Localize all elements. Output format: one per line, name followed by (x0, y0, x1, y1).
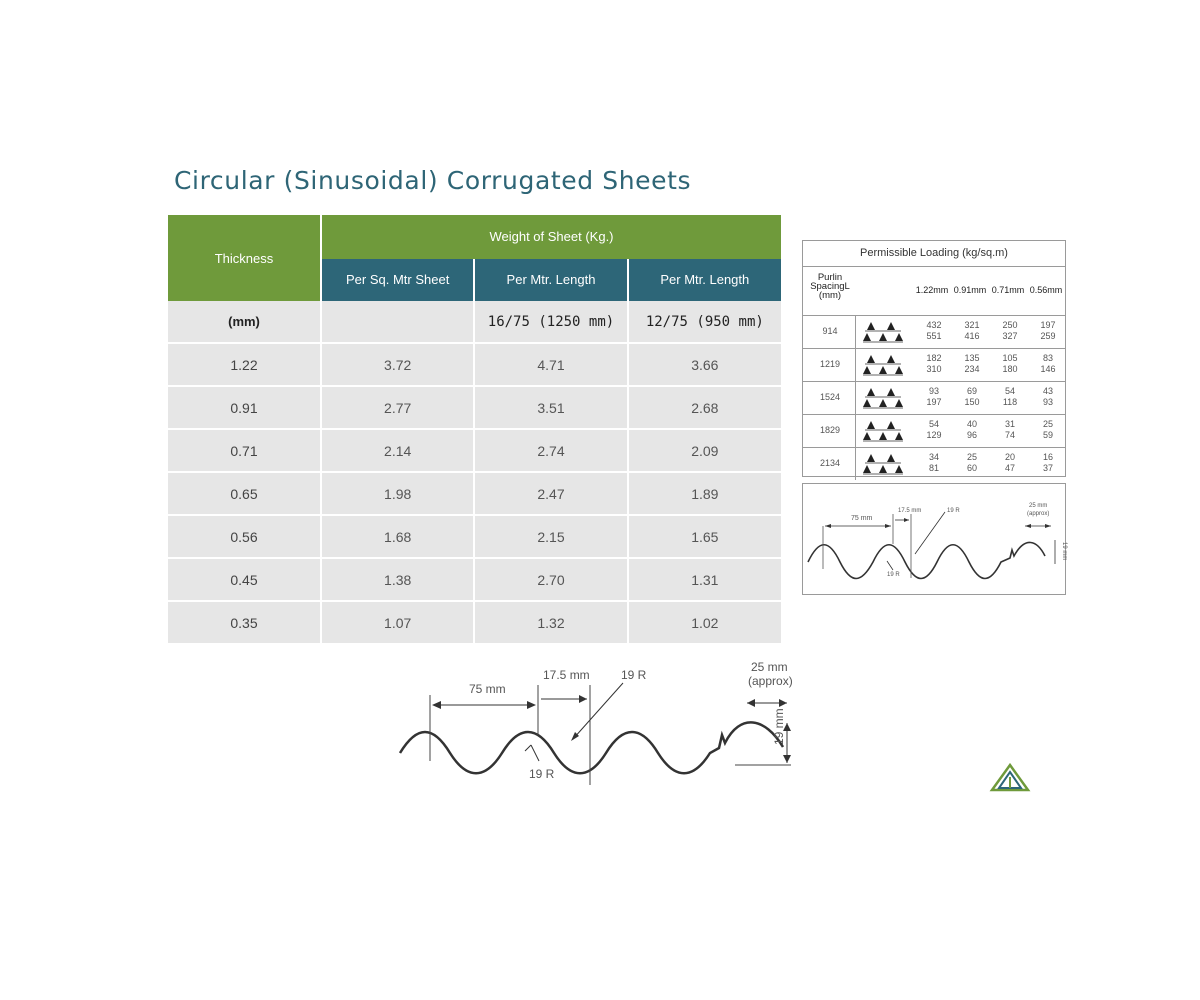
load-top-value: 105 (1002, 353, 1018, 363)
table-cell: 1.38 (321, 558, 474, 601)
load-bottom-value: 234 (964, 364, 980, 374)
table-cell: 2.70 (474, 558, 627, 601)
load-top-value: 34 (928, 452, 939, 462)
table-cell: (mm) (168, 301, 321, 343)
loading-value (991, 386, 1029, 408)
table-cell: 4.71 (474, 343, 627, 386)
purlin-spacing: 2134 (819, 458, 841, 468)
sub-header-length-1: Per Mtr. Length (474, 259, 627, 302)
table-cell: 2.74 (474, 429, 627, 472)
load-bottom-value: 259 (1040, 331, 1056, 341)
triangle-load-icon (861, 353, 905, 379)
loading-values (915, 386, 1067, 408)
purlin-header (807, 273, 853, 300)
table-cell: 0.56 (168, 515, 321, 558)
table-cell: 2.15 (474, 515, 627, 558)
loading-value (953, 386, 991, 408)
table-row (168, 343, 781, 386)
loading-row (803, 349, 1065, 382)
radius-top-label: 19 R (621, 668, 647, 682)
load-top-value: 432 (926, 320, 942, 330)
load-top-value: 43 (1042, 386, 1053, 396)
table-cell: 1.31 (628, 558, 781, 601)
loading-value (1029, 419, 1067, 441)
table-cell: 0.65 (168, 472, 321, 515)
loading-value (991, 419, 1029, 441)
load-bottom-value: 150 (964, 397, 980, 407)
table-cell: 3.72 (321, 343, 474, 386)
table-cell (321, 301, 474, 343)
triangle-load-icon (861, 320, 905, 346)
width-label-1: 25 mm (751, 660, 788, 674)
load-bottom-value: 60 (966, 463, 977, 473)
load-top-value: 25 (966, 452, 977, 462)
purlin-spacing: 1829 (819, 425, 841, 435)
small-pitch-label: 75 mm (851, 515, 873, 522)
load-bottom-value: 81 (928, 463, 939, 473)
load-bottom-value: 118 (1002, 397, 1018, 407)
thickness-columns (913, 285, 1065, 295)
load-top-value: 321 (964, 320, 980, 330)
load-bottom-value: 180 (1002, 364, 1018, 374)
logo-icon (988, 762, 1032, 797)
triangle-load-icon (861, 386, 905, 412)
load-bottom-value: 37 (1042, 463, 1053, 473)
loading-row (803, 316, 1065, 349)
loading-values (915, 419, 1067, 441)
load-bottom-value: 197 (926, 397, 942, 407)
small-width-label-2: (approx) (1027, 511, 1050, 517)
loading-value (953, 419, 991, 441)
loading-value (915, 452, 953, 474)
table-cell: 12/75 (950 mm) (628, 301, 781, 343)
load-top-value: 250 (1002, 320, 1018, 330)
loading-value (915, 353, 953, 375)
table-cell: 1.02 (628, 601, 781, 644)
radius-bottom-label: 19 R (529, 767, 555, 781)
load-top-value: 31 (1004, 419, 1015, 429)
purlin-spacing: 914 (822, 326, 838, 336)
loading-values (915, 452, 1067, 474)
load-top-value: 197 (1040, 320, 1056, 330)
small-radius-top: 19 R (947, 508, 960, 514)
table-cell: 0.45 (168, 558, 321, 601)
load-bottom-value: 93 (1042, 397, 1053, 407)
pitch-label: 75 mm (469, 682, 506, 696)
load-top-value: 20 (1004, 452, 1015, 462)
half-pitch-label: 17.5 mm (543, 668, 590, 682)
purlin-spacing: 1524 (819, 392, 841, 402)
thickness-header: Thickness (168, 215, 321, 301)
table-cell: 1.98 (321, 472, 474, 515)
load-bottom-value: 47 (1004, 463, 1015, 473)
purlin-spacing: 1219 (819, 359, 841, 369)
page-title: Circular (Sinusoidal) Corrugated Sheets (174, 166, 692, 195)
loading-row (803, 448, 1065, 480)
table-row (168, 558, 781, 601)
load-top-value: 54 (928, 419, 939, 429)
table-row (168, 515, 781, 558)
triangle-load-icon (861, 452, 905, 478)
load-bottom-value: 327 (1002, 331, 1018, 341)
table-cell: 2.77 (321, 386, 474, 429)
sub-header-sqm: Per Sq. Mtr Sheet (321, 259, 474, 302)
load-top-value: 40 (966, 419, 977, 429)
table-cell: 3.66 (628, 343, 781, 386)
load-bottom-value: 129 (926, 430, 942, 440)
table-cell: 1.65 (628, 515, 781, 558)
loading-row (803, 382, 1065, 415)
loading-value (953, 320, 991, 342)
units-row (168, 301, 781, 343)
load-top-value: 135 (964, 353, 980, 363)
load-bottom-value: 310 (926, 364, 942, 374)
column-header: 1.22mm (915, 285, 949, 295)
loading-values (915, 320, 1067, 342)
small-profile-diagram (802, 483, 1066, 595)
triangle-load-icon (861, 419, 905, 445)
load-top-value: 54 (1004, 386, 1015, 396)
column-header: 0.91mm (953, 285, 987, 295)
load-bottom-value: 416 (964, 331, 980, 341)
small-wave-path (808, 542, 1045, 578)
table-cell: 16/75 (1250 mm) (474, 301, 627, 343)
load-bottom-value: 551 (926, 331, 942, 341)
table-cell: 2.47 (474, 472, 627, 515)
purlin-label-3: (mm) (818, 290, 842, 301)
loading-value (953, 452, 991, 474)
large-wave-path (400, 722, 783, 773)
loading-value (1029, 386, 1067, 408)
loading-row (803, 415, 1065, 448)
small-half-label: 17.5 mm (898, 508, 922, 514)
column-header: 0.71mm (991, 285, 1025, 295)
loading-value (1029, 353, 1067, 375)
table-cell: 2.09 (628, 429, 781, 472)
loading-value (991, 320, 1029, 342)
table-cell: 1.32 (474, 601, 627, 644)
loading-value (953, 353, 991, 375)
table-cell: 0.91 (168, 386, 321, 429)
table-row (168, 386, 781, 429)
table-cell: 1.68 (321, 515, 474, 558)
small-radius-bottom: 19 R (887, 572, 900, 578)
load-top-value: 25 (1042, 419, 1053, 429)
load-bottom-value: 96 (966, 430, 977, 440)
table-cell: 2.68 (628, 386, 781, 429)
loading-values (915, 353, 1067, 375)
purlin-label-2: SpacingL (810, 281, 850, 292)
small-width-label-1: 25 mm (1029, 503, 1048, 509)
depth-label: 19 mm (772, 708, 786, 745)
loading-value (915, 419, 953, 441)
weight-header: Weight of Sheet (Kg.) (321, 215, 781, 259)
load-top-value: 69 (966, 386, 977, 396)
loading-table (802, 240, 1066, 477)
loading-value (915, 320, 953, 342)
table-cell: 2.14 (321, 429, 474, 472)
column-header: 0.56mm (1029, 285, 1063, 295)
loading-table-header (803, 267, 1065, 316)
loading-value (991, 353, 1029, 375)
weight-table (168, 215, 781, 645)
small-depth-label: 19 mm (1061, 542, 1067, 561)
load-bottom-value: 146 (1040, 364, 1056, 374)
width-label-2: (approx) (748, 674, 793, 688)
purlin-label-1: Purlin (817, 272, 843, 283)
table-row (168, 429, 781, 472)
sub-header-length-2: Per Mtr. Length (628, 259, 781, 302)
table-row (168, 601, 781, 644)
loading-value (1029, 320, 1067, 342)
large-profile-diagram (395, 655, 815, 795)
table-cell: 1.07 (321, 601, 474, 644)
table-cell: 1.89 (628, 472, 781, 515)
table-cell: 1.22 (168, 343, 321, 386)
loading-value (915, 386, 953, 408)
load-top-value: 16 (1042, 452, 1053, 462)
loading-value (991, 452, 1029, 474)
table-cell: 0.35 (168, 601, 321, 644)
table-row (168, 472, 781, 515)
load-top-value: 93 (928, 386, 939, 396)
load-top-value: 83 (1042, 353, 1053, 363)
load-bottom-value: 59 (1042, 430, 1053, 440)
loading-rows (803, 316, 1065, 480)
load-bottom-value: 74 (1004, 430, 1015, 440)
loading-value (1029, 452, 1067, 474)
table-cell: 3.51 (474, 386, 627, 429)
loading-table-title: Permissible Loading (kg/sq.m) (803, 241, 1065, 267)
load-top-value: 182 (926, 353, 942, 363)
table-cell: 0.71 (168, 429, 321, 472)
